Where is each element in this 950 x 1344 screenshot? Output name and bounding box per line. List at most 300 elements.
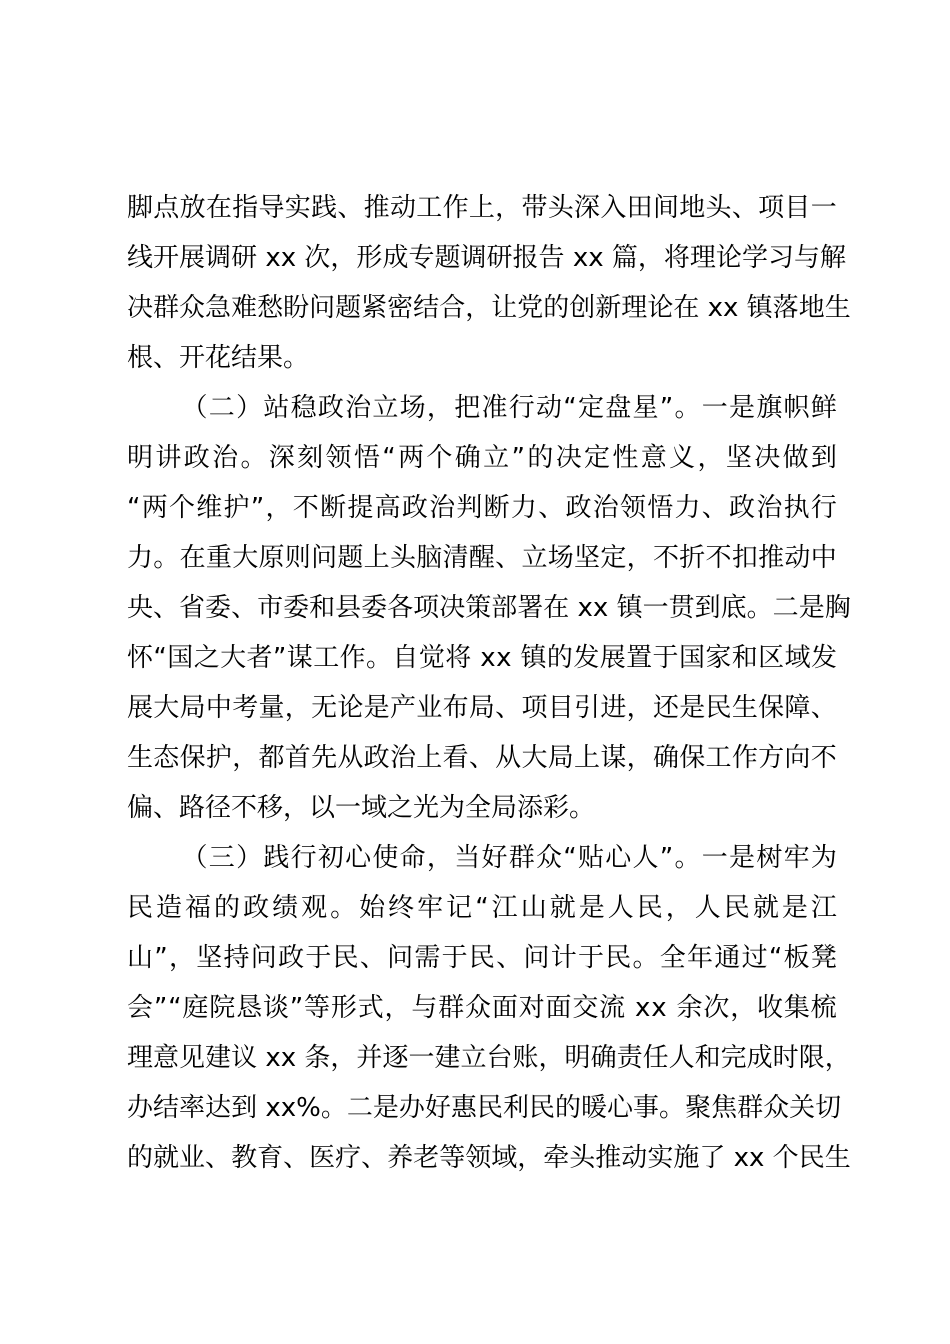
glyph: 年 — [687, 943, 714, 973]
glyph: x — [265, 243, 281, 273]
text-line: 偏、路径不移，以一域之光为全局添彩。 — [127, 793, 596, 823]
glyph: 在 — [543, 593, 570, 623]
glyph: 把 — [454, 393, 481, 423]
glyph: 障 — [784, 693, 811, 723]
glyph: ， — [665, 893, 692, 923]
glyph: 于 — [652, 643, 679, 673]
glyph: 庭 — [182, 993, 209, 1023]
text-line — [127, 883, 837, 933]
glyph: ， — [517, 1143, 544, 1173]
glyph: 到 — [810, 443, 837, 473]
glyph: 、 — [810, 693, 837, 723]
document-body — [127, 183, 851, 1183]
glyph: 过 — [741, 943, 768, 973]
glyph: 脚 — [127, 193, 154, 223]
glyph: 省 — [179, 593, 206, 623]
glyph: 二 — [772, 593, 799, 623]
text-line — [127, 983, 837, 1033]
glyph: 、 — [731, 193, 758, 223]
glyph: 议 — [231, 1043, 258, 1073]
glyph: 决 — [439, 593, 466, 623]
glyph: 坚 — [574, 543, 601, 573]
glyph: 地 — [679, 193, 706, 223]
glyph: 施 — [673, 1143, 700, 1173]
glyph: 立 — [460, 1043, 487, 1073]
glyph: 决 — [555, 443, 582, 473]
glyph: 不 — [292, 493, 319, 523]
glyph: 考 — [232, 693, 259, 723]
glyph: 办 — [127, 1093, 154, 1123]
glyph: 工 — [313, 643, 340, 673]
glyph: 政 — [243, 893, 270, 923]
glyph: 心 — [607, 1093, 634, 1123]
section-heading-line — [127, 383, 837, 433]
glyph: 治 — [756, 493, 783, 523]
glyph: 全 — [659, 943, 686, 973]
glyph: 署 — [517, 593, 544, 623]
glyph: 工 — [416, 193, 443, 223]
glyph: 都 — [258, 743, 285, 773]
text-line — [127, 183, 837, 233]
glyph: 于 — [577, 943, 604, 973]
glyph: 还 — [652, 693, 679, 723]
glyph: ） — [236, 393, 263, 423]
glyph: 讲 — [155, 443, 182, 473]
glyph: 与 — [793, 243, 820, 273]
glyph: 政 — [729, 493, 756, 523]
glyph: 新 — [595, 293, 622, 323]
glyph: 民 — [705, 693, 732, 723]
glyph: 行 — [290, 843, 317, 873]
glyph: 树 — [756, 843, 783, 873]
glyph: 立 — [521, 543, 548, 573]
glyph: 深 — [268, 443, 295, 473]
glyph: 面 — [491, 993, 518, 1023]
glyph: 一 — [408, 1043, 435, 1073]
glyph: 。 — [632, 943, 659, 973]
glyph: 项 — [521, 693, 548, 723]
glyph: 始 — [359, 893, 386, 923]
glyph: 群 — [438, 993, 465, 1023]
glyph: 题 — [335, 293, 362, 323]
glyph: 高 — [374, 493, 401, 523]
glyph: ， — [495, 193, 522, 223]
glyph: 理 — [689, 243, 716, 273]
glyph: 、 — [701, 493, 728, 523]
glyph: 量 — [258, 693, 285, 723]
glyph: 记 — [446, 893, 473, 923]
glyph: 二 — [346, 1093, 373, 1123]
glyph: 推 — [758, 543, 785, 573]
glyph: 养 — [387, 1143, 414, 1173]
glyph: 式 — [357, 993, 384, 1023]
glyph: ， — [169, 943, 196, 973]
glyph: 党 — [517, 293, 544, 323]
text-line — [127, 583, 851, 633]
glyph: 带 — [521, 193, 548, 223]
glyph: 、 — [468, 743, 495, 773]
glyph: 力 — [510, 493, 537, 523]
glyph: 领 — [619, 493, 646, 523]
glyph: 是 — [363, 693, 390, 723]
glyph: 理 — [127, 1043, 154, 1073]
glyph: 不 — [705, 543, 732, 573]
glyph: 、 — [231, 593, 258, 623]
glyph: 发 — [810, 643, 837, 673]
glyph: 调 — [205, 243, 232, 273]
glyph: 切 — [815, 1093, 842, 1123]
glyph: 、 — [359, 943, 386, 973]
text-line — [127, 1033, 851, 1083]
glyph: ， — [284, 693, 311, 723]
glyph: 心 — [605, 843, 632, 873]
glyph: 治 — [345, 393, 372, 423]
glyph: 时 — [772, 1043, 799, 1073]
glyph: x — [577, 593, 593, 623]
glyph: 委 — [205, 593, 232, 623]
glyph: 护 — [223, 493, 250, 523]
glyph — [257, 1083, 265, 1133]
glyph: 布 — [442, 693, 469, 723]
glyph: 牢 — [417, 893, 444, 923]
glyph: 一 — [642, 593, 669, 623]
glyph: 实 — [284, 193, 311, 223]
glyph: 一 — [810, 193, 837, 223]
glyph: 条 — [304, 1043, 331, 1073]
section-heading-line — [127, 833, 837, 883]
glyph: 山 — [520, 893, 547, 923]
glyph: 达 — [205, 1093, 232, 1123]
glyph: 在 — [673, 293, 700, 323]
glyph: 解 — [819, 243, 846, 273]
glyph: 展 — [599, 643, 626, 673]
glyph: 为 — [810, 843, 837, 873]
glyph: 论 — [647, 293, 674, 323]
glyph: 等 — [304, 993, 331, 1023]
glyph: 在 — [205, 193, 232, 223]
glyph: 国 — [678, 643, 705, 673]
glyph: 难 — [231, 293, 258, 323]
glyph: 、 — [496, 943, 523, 973]
glyph — [699, 283, 707, 333]
glyph: 践 — [311, 193, 338, 223]
glyph: 到 — [231, 1093, 258, 1123]
glyph: 。 — [746, 593, 773, 623]
glyph: 作 — [442, 193, 469, 223]
glyph: 点 — [153, 193, 180, 223]
glyph: 民 — [528, 1093, 555, 1123]
glyph: 建 — [434, 1043, 461, 1073]
glyph: x — [480, 643, 496, 673]
glyph — [127, 383, 153, 433]
glyph: 到 — [694, 593, 721, 623]
glyph: 立 — [372, 393, 399, 423]
glyph: 脑 — [416, 543, 443, 573]
glyph — [608, 583, 616, 633]
glyph — [127, 833, 153, 883]
glyph: 等 — [439, 1143, 466, 1173]
glyph: 板 — [783, 943, 810, 973]
glyph — [569, 583, 577, 633]
glyph: 是 — [729, 393, 756, 423]
glyph: 初 — [317, 843, 344, 873]
glyph: x — [733, 1143, 750, 1173]
glyph: 观 — [301, 893, 328, 923]
glyph: 底 — [720, 593, 747, 623]
glyph: 国 — [167, 643, 194, 673]
glyph: 论 — [715, 243, 742, 273]
glyph: 断 — [320, 493, 347, 523]
glyph: 完 — [720, 1043, 747, 1073]
glyph: 各 — [387, 593, 414, 623]
glyph: 力 — [127, 543, 154, 573]
glyph: 江 — [491, 893, 518, 923]
glyph: 好 — [481, 843, 508, 873]
glyph: 定 — [584, 443, 611, 473]
glyph: 悟 — [647, 493, 674, 523]
glyph: 维 — [196, 493, 223, 523]
glyph: 展 — [127, 693, 154, 723]
text-line — [127, 733, 837, 783]
glyph: 意 — [640, 443, 667, 473]
glyph: x — [723, 293, 739, 323]
glyph: 凳 — [810, 943, 837, 973]
glyph — [764, 1133, 772, 1183]
glyph: 看 — [442, 743, 469, 773]
glyph: ” — [250, 493, 265, 523]
glyph: x — [265, 1093, 281, 1123]
glyph: 行 — [810, 493, 837, 523]
glyph: 央 — [127, 593, 154, 623]
glyph: 的 — [543, 293, 570, 323]
glyph — [154, 383, 180, 433]
glyph: “ — [127, 493, 141, 523]
glyph: x — [280, 243, 297, 273]
glyph: 。 — [330, 893, 357, 923]
glyph: 院 — [209, 993, 236, 1023]
glyph: 结 — [413, 293, 440, 323]
glyph: 次 — [703, 993, 730, 1023]
glyph: 聚 — [685, 1093, 712, 1123]
glyph: 业 — [179, 1143, 206, 1173]
glyph: ” — [272, 643, 287, 673]
glyph: ” — [659, 393, 674, 423]
glyph: 恳 — [236, 993, 263, 1023]
glyph: 怀 — [127, 643, 154, 673]
glyph: “ — [382, 443, 396, 473]
paragraph-continued — [127, 183, 851, 383]
glyph: ， — [626, 693, 653, 723]
glyph: x — [635, 993, 651, 1023]
glyph: 力 — [674, 493, 701, 523]
glyph: 方 — [758, 743, 785, 773]
glyph: （ — [181, 393, 208, 423]
glyph: 问 — [309, 293, 336, 323]
glyph: 的 — [127, 1143, 154, 1173]
glyph — [257, 1033, 265, 1083]
glyph: 立 — [483, 443, 510, 473]
glyph: 逐 — [382, 1043, 409, 1073]
text-line — [127, 283, 851, 333]
glyph: “ — [168, 993, 182, 1023]
glyph: 发 — [573, 643, 600, 673]
glyph: 是 — [372, 1093, 399, 1123]
glyph: 关 — [789, 1093, 816, 1123]
glyph: x — [280, 1043, 297, 1073]
glyph: 开 — [153, 243, 180, 273]
glyph — [667, 983, 675, 1033]
glyph: 告 — [538, 243, 565, 273]
glyph: ， — [232, 743, 259, 773]
glyph: 是 — [798, 593, 825, 623]
glyph: 践 — [263, 843, 290, 873]
glyph: 者 — [246, 643, 273, 673]
glyph: 、 — [361, 1143, 388, 1173]
glyph: 从 — [337, 743, 364, 773]
glyph: x — [588, 243, 604, 273]
glyph: 收 — [757, 993, 784, 1023]
glyph: 就 — [153, 1143, 180, 1173]
glyph: 让 — [491, 293, 518, 323]
glyph: 、 — [538, 493, 565, 523]
glyph: 惠 — [450, 1093, 477, 1123]
glyph: 项 — [413, 593, 440, 623]
glyph: 治 — [429, 493, 456, 523]
glyph: 众 — [763, 1093, 790, 1123]
glyph: 明 — [127, 443, 154, 473]
glyph: 域 — [784, 643, 811, 673]
glyph: 政 — [565, 493, 592, 523]
glyph: 落 — [772, 293, 799, 323]
glyph: 准 — [481, 393, 508, 423]
glyph: 建 — [205, 1043, 232, 1073]
glyph: 局 — [547, 743, 574, 773]
glyph: 项 — [758, 193, 785, 223]
glyph: 是 — [679, 693, 706, 723]
glyph: 将 — [445, 643, 472, 673]
glyph: 任 — [642, 1043, 669, 1073]
glyph: 区 — [758, 643, 785, 673]
glyph: 通 — [714, 943, 741, 973]
glyph: 引 — [574, 693, 601, 723]
glyph: 会 — [127, 993, 154, 1023]
glyph: 决 — [127, 293, 154, 323]
glyph: 贯 — [668, 593, 695, 623]
glyph: 保 — [179, 743, 206, 773]
glyph: ” — [659, 843, 674, 873]
glyph: 命 — [399, 843, 426, 873]
glyph: 星 — [632, 393, 659, 423]
glyph: 和 — [731, 643, 758, 673]
glyph: 觉 — [418, 643, 445, 673]
glyph: % — [296, 1093, 321, 1123]
glyph: 决 — [754, 443, 781, 473]
glyph: 放 — [179, 193, 206, 223]
glyph: 民 — [723, 893, 750, 923]
glyph: 问 — [387, 943, 414, 973]
text-line — [127, 483, 837, 533]
glyph: 折 — [679, 543, 706, 573]
glyph: 鲜 — [810, 393, 837, 423]
glyph: 帜 — [783, 393, 810, 423]
glyph: 江 — [810, 893, 837, 923]
glyph: 民 — [332, 943, 359, 973]
glyph: 治 — [389, 743, 416, 773]
glyph: ， — [824, 1043, 851, 1073]
glyph: 形 — [330, 993, 357, 1023]
glyph: 民 — [127, 893, 154, 923]
glyph: 大 — [153, 693, 180, 723]
glyph: 确 — [590, 1043, 617, 1073]
text-line — [127, 1083, 842, 1133]
glyph: 民 — [476, 1093, 503, 1123]
glyph: 。 — [240, 443, 267, 473]
glyph: 、 — [495, 543, 522, 573]
glyph: 行 — [508, 393, 535, 423]
glyph: 作 — [731, 743, 758, 773]
glyph: 二 — [208, 393, 235, 423]
glyph: 盘 — [605, 393, 632, 423]
glyph: 政 — [401, 493, 428, 523]
glyph: 余 — [676, 993, 703, 1023]
glyph — [257, 233, 265, 283]
glyph: 人 — [668, 1043, 695, 1073]
glyph: 域 — [491, 1143, 518, 1173]
glyph: 办 — [398, 1093, 425, 1123]
glyph — [154, 833, 180, 883]
glyph: 问 — [250, 943, 277, 973]
glyph: 间 — [652, 193, 679, 223]
glyph: 清 — [442, 543, 469, 573]
glyph: 理 — [621, 293, 648, 323]
glyph: 一 — [701, 393, 728, 423]
glyph: 扣 — [731, 543, 758, 573]
glyph: 原 — [258, 543, 285, 573]
glyph: 委 — [361, 593, 388, 623]
glyph: ， — [626, 743, 653, 773]
glyph: 人 — [607, 893, 634, 923]
glyph: 展 — [179, 243, 206, 273]
glyph: 生 — [127, 743, 154, 773]
glyph: 群 — [737, 1093, 764, 1123]
glyph: 研 — [231, 243, 258, 273]
glyph: 急 — [205, 293, 232, 323]
glyph — [296, 1033, 304, 1083]
text-line — [127, 633, 837, 683]
text-line — [127, 1133, 851, 1183]
glyph: 将 — [663, 243, 690, 273]
glyph: 局 — [179, 693, 206, 723]
paragraph-section-3 — [127, 833, 851, 1183]
glyph: 生 — [824, 293, 851, 323]
glyph: 谋 — [286, 643, 313, 673]
glyph: 一 — [701, 843, 728, 873]
glyph: 镇 — [616, 593, 643, 623]
glyph: 和 — [694, 1043, 721, 1073]
glyph: 家 — [705, 643, 732, 673]
glyph: 限 — [798, 1043, 825, 1073]
glyph: 进 — [600, 693, 627, 723]
glyph: 镇 — [746, 293, 773, 323]
glyph: 、 — [153, 593, 180, 623]
glyph: 和 — [309, 593, 336, 623]
glyph: 次 — [304, 243, 331, 273]
glyph: ， — [538, 1043, 565, 1073]
glyph: 紧 — [361, 293, 388, 323]
glyph: 委 — [283, 593, 310, 623]
glyph: 。 — [674, 393, 701, 423]
glyph: 护 — [205, 743, 232, 773]
